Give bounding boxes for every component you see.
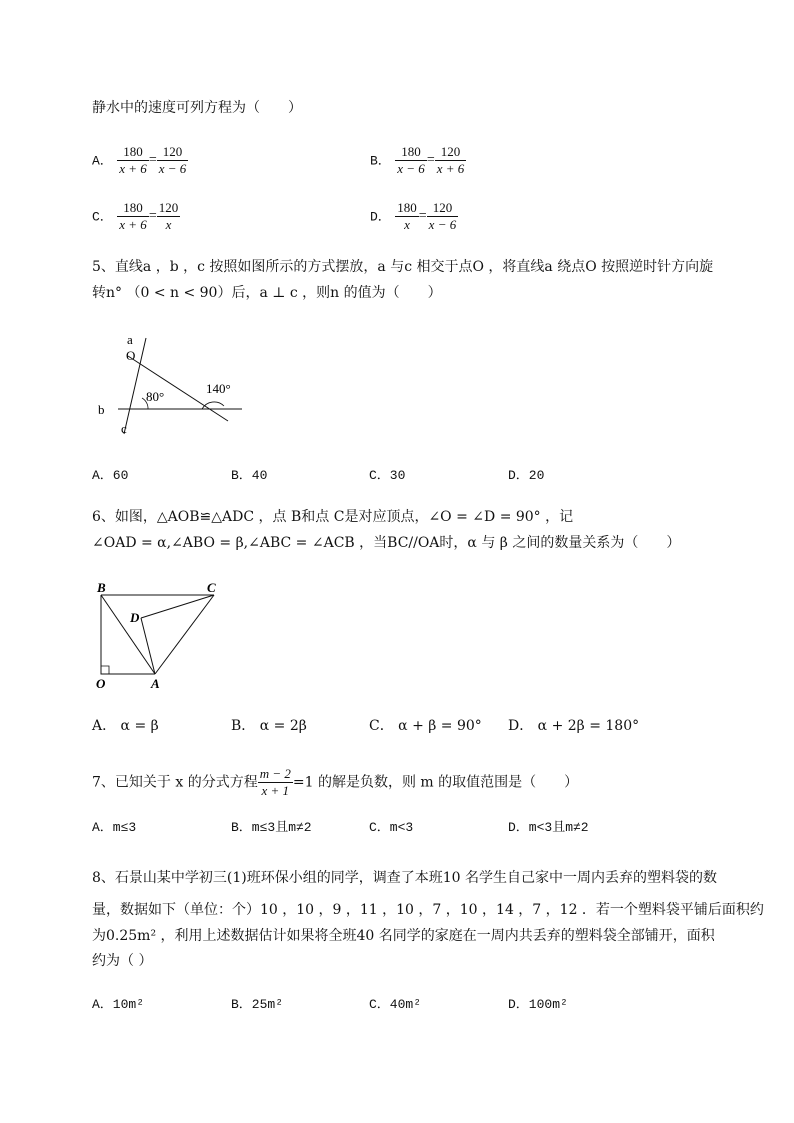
fraction-right: $\frac{120}{x + 6}$ xyxy=(436,144,465,176)
q4-option-a[interactable]: A． $\frac{180}{x + 6}$ = $\frac{120}{x - 6}$ xyxy=(92,144,187,176)
q7-option-c[interactable]: C．m<3 xyxy=(369,820,414,835)
segment-da xyxy=(141,618,155,674)
q5-figure xyxy=(90,330,250,440)
angle-label-80: 80° xyxy=(146,389,165,404)
q8-option-c[interactable]: C．40m² xyxy=(369,997,422,1012)
q6-stem-line2: ∠OAD = α,∠ABO = β,∠ABC = ∠ACB ，当BC//OA时，α 与 β 之间的数量关系为（ ） xyxy=(92,535,681,551)
q5-option-d[interactable]: D．20 xyxy=(508,468,545,483)
q7-stem xyxy=(92,766,578,799)
q7-stem-pre: 7、已知关于 x 的分式方程 xyxy=(92,774,258,791)
q4-option-c[interactable]: C． $\frac{180}{x + 6}$ = $\frac{120}{x}$ xyxy=(92,200,179,232)
label-c: c xyxy=(121,421,127,436)
q5-option-b[interactable]: B．40 xyxy=(231,468,268,483)
option-label: D． xyxy=(370,209,391,225)
q5-stem-line2: 转n° （0 < n < 90）后，a ⊥ c ，则n 的值为（ ） xyxy=(92,285,442,301)
q7-option-a[interactable]: A．m≤3 xyxy=(92,820,137,835)
q6-stem-line1: 6、如图，△AOB≌△ADC ，点 B和点 C是对应顶点，∠O = ∠D = 90° ，记 xyxy=(92,509,574,525)
q8-stem-line2: 量，数据如下（单位：个）10 ，10 ，9 ，11 ，10 ，7 ，10 ，14 ，7 ，12 ．若一个塑料袋平铺后面积约 xyxy=(92,902,764,918)
segment-ac xyxy=(155,595,214,674)
fraction-left: $\frac{180}{x + 6}$ xyxy=(119,144,147,176)
q8-option-b[interactable]: B．25m² xyxy=(231,997,284,1012)
label-o: O xyxy=(126,348,136,363)
label-a: A xyxy=(151,676,160,691)
q7-stem-post: =1 的解是负数，则 m 的取值范围是（ ） xyxy=(292,774,579,791)
q6-option-d[interactable]: D． α + 2β = 180° xyxy=(508,718,640,734)
q6-option-b[interactable]: B． α = 2β xyxy=(231,718,307,734)
q8-stem-line3: 为0.25m² ，利用上述数据估计如果将全班40 名同学的家庭在一周内共丢弃的塑料袋全部铺开，面积 xyxy=(92,928,715,944)
label-d: D xyxy=(130,610,140,625)
q5-stem-line1: 5、直线a ，b ，c 按照如图所示的方式摆放，a 与c 相交于点O ，将直线a 绕点O 按照逆时针方向旋 xyxy=(92,259,714,275)
option-label: B． xyxy=(370,153,391,169)
q8-option-d[interactable]: D．100m² xyxy=(508,997,568,1012)
q4-option-d[interactable]: D． $\frac{180}{x}$ = $\frac{120}{x - 6}$ xyxy=(370,200,457,232)
fraction-left: $\frac{180}{x}$ xyxy=(397,200,417,232)
option-label: C． xyxy=(92,209,113,225)
q5-option-a[interactable]: A．60 xyxy=(92,468,129,483)
right-angle-mark xyxy=(101,666,109,674)
q4-option-b[interactable]: B． $\frac{180}{x - 6}$ = $\frac{120}{x + 6}$ xyxy=(370,144,465,176)
label-c: C xyxy=(207,580,216,595)
q7-option-d[interactable]: D．m<3且m≠2 xyxy=(508,820,589,835)
label-a: a xyxy=(127,332,133,347)
q8-stem-line1: 8、石景山某中学初三(1)班环保小组的同学，调查了本班10 名学生自己家中一周内丢弃的塑料袋的数 xyxy=(92,870,718,886)
q6-figure xyxy=(88,576,228,692)
segment-ab xyxy=(101,595,155,674)
label-b: b xyxy=(98,402,105,417)
angle-arc-140 xyxy=(202,402,224,409)
fraction-right: $\frac{120}{x - 6}$ xyxy=(428,200,457,232)
fraction-left: $\frac{180}{x + 6}$ xyxy=(119,200,147,232)
q4-tail-text: 静水中的速度可列方程为（ ） xyxy=(92,100,302,116)
label-b: B xyxy=(97,580,106,595)
fraction-right: $\frac{120}{x - 6}$ xyxy=(158,144,187,176)
fraction-right: $\frac{120}{x}$ xyxy=(158,200,179,232)
q8-stem-line4: 约为（ ） xyxy=(92,953,153,969)
q6-option-c[interactable]: C． α + β = 90° xyxy=(369,718,482,734)
q7-fraction: $\frac{m - 2}{x + 1}$ xyxy=(259,766,291,798)
fraction-left: $\frac{180}{x - 6}$ xyxy=(397,144,425,176)
q8-option-a[interactable]: A．10m² xyxy=(92,997,145,1012)
segment-dc xyxy=(141,595,214,618)
option-label: A． xyxy=(92,153,113,169)
q5-option-c[interactable]: C．30 xyxy=(369,468,406,483)
label-o: O xyxy=(96,676,106,691)
q6-option-a[interactable]: A． α = β xyxy=(92,718,159,734)
angle-label-140: 140° xyxy=(206,381,231,396)
q7-option-b[interactable]: B．m≤3且m≠2 xyxy=(231,820,312,835)
